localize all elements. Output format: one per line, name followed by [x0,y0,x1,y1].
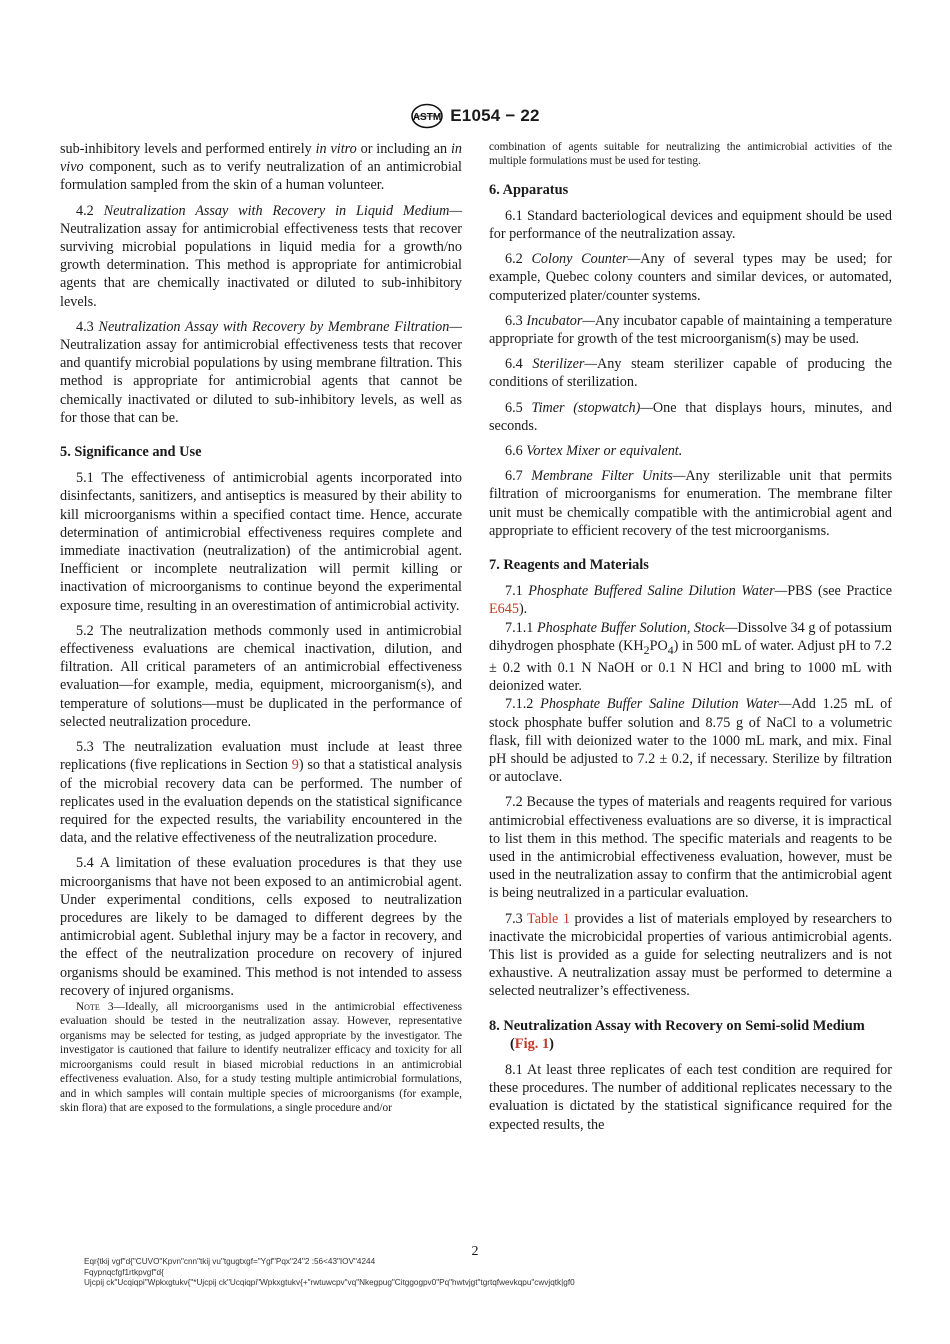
paragraph-7-2: 7.2 Because the types of materials and reagents required for various antimicrobial effectiveness evaluations are so diverse, it is impractical to list them in this method. The specific materials and reagents to be used in the antimicrobial effectiveness evaluation, however, must be used in the neutralization assay to confirm that the antimicrobial agent is being neutralized in a particular evaluation. [489,794,892,902]
paragraph-6-5: 6.5 Timer (stopwatch)—One that displays hours, minutes, and seconds. [489,399,893,434]
practice-e645-link[interactable]: E645 [489,601,519,618]
paragraph-6-3: 6.3 Incubator—Any incubator capable of maintaining a temperature appropriate for growth of the test microorganism(s) may be used. [489,312,893,348]
page-header [0,103,950,129]
note-3-continued: combination of agents suitable for neutralizing the antimicrobial activities of the multiple formulations must be used for testing. [489,141,892,168]
paragraph-6-7: 6.7 Membrane Filter Units—Any sterilizable unit that permits filtration of microorganisms for enumeration. The membrane filter unit must be chemically compatible with the antimicrobial agent and appropriate to efficient recovery of the test microorganisms. [489,468,893,539]
paragraph-4-2: 4.2 Neutralization Assay with Recovery in Liquid Medium—Neutralization assay for antimicrobial effectiveness tests that recover surviving microbial populations in liquid media for a growth/no growth determination. This method is appropriate for antimicrobial agents that are chemically inactivated or diluted to sub-inhibitory levels. [60,202,463,310]
section-6-heading: 6. Apparatus [489,181,569,198]
paragraph-5-2: 5.2 The neutralization methods commonly used in antimicrobial effectiveness evaluations are chemical inactivation, dilution, and filtration. All critical parameters of an antimicrobial effectiveness evaluation—for example, media, equipment, microorganism(s), and temperature of solutions—must be duplicated in the performance of selected neutralization procedure. [60,622,462,730]
paragraph-5-1: 5.1 The effectiveness of antimicrobial agents incorporated into disinfectants, sanitizers, and antiseptics is measured by their ability to kill microorganisms within a specified contact time. Hence, accurate determination of antimicrobial effectiveness requires complete and immediate inactivation (neutralization) of the antimicrobial agent. Inefficient or incomplete neutralization will permit killing or inactivation of microorganisms to continue beyond the experimental exposure time, resulting in an overestimation of antimicrobial activity. [60,470,462,614]
paragraph-4-1-continued: sub-inhibitory levels and performed entirely in vitro or including an in vivo component, such as to verify neutralization of an antimicrobial formulation sampled from the skin of a human volunteer. [60,141,462,194]
fig-1-link[interactable]: Fig. 1 [514,1035,550,1052]
paragraph-7-3: 7.3 Table 1 provides a list of materials employed by researchers to inactivate the microbicidal properties of various antimicrobial agents. This list is provided as a guide for selecting neutralizers and is not exhaustive. A neutralization assay must be performed to determine a selected neutralizer’s effectiveness. [489,910,892,1000]
paragraph-8-1: 8.1 At least three replicates of each test condition are required for these procedures. The number of additional replicates necessary to the evaluation is dictated by the statistical significance required for the expected results, the [489,1061,892,1133]
left-column [60,140,462,1116]
paragraph-6-4: 6.4 Sterilizer—Any steam sterilizer capable of producing the conditions of sterilization. [489,356,892,391]
paragraph-7-1: 7.1 Phosphate Buffered Saline Dilution Water—PBS (see Practice E645). [489,583,893,618]
paragraph-4-3: 4.3 Neutralization Assay with Recovery by Membrane Filtration—Neutralization assay for antimicrobial effectiveness tests that recover and quantify microbial populations by using membrane filtration. This method is appropriate for antimicrobial agents that cannot be chemically inactivated or diluted to sub-inhibitory levels, as well as for those that can be. [60,318,462,426]
page-number: 2 [471,1244,479,1259]
section-8-heading: 8. Neutralization Assay with Recovery on Semi-solid Medium (Fig. 1) [489,1017,865,1052]
paragraph-6-2: 6.2 Colony Counter—Any of several types may be used; for example, Quebec colony counters and similar devices, or automated, computerized plater/counter systems. [489,251,892,304]
paragraph-7-1-2: 7.1.2 Phosphate Buffer Saline Dilution Water—Add 1.25 mL of stock phosphate buffer solution and 8.75 g of NaCl to a volumetric flask, fill with deionized water to the 1000 mL mark, and mix. Final pH should be adjusted to 7.2 ± 0.2, if necessary. Sterilize by filtration or autoclave. [489,696,892,786]
svg-text:ASTM: ASTM [413,112,442,123]
paragraph-7-1-1: 7.1.1 Phosphate Buffer Solution, Stock—Dissolve 34 g of potassium dihydrogen phosphate $(KH_2PO_4)$ in 500 mL of water. Adjust pH to 7.2 ± 0.2 with 0.1 N NaOH or 0.1 N HCl and bring to 1000 mL with deionized water. [489,619,893,695]
paragraph-5-4: 5.4 A limitation of these evaluation procedures is that they use microorganisms that have not been exposed to an antimicrobial agent. Under experimental conditions, cells exposed to neutralization procedures are likely to be damaged to different degrees by the antimicrobial agent. Sublethal injury may be a factor in recovery, and the effect of the neutralization procedure on recovery of injured organisms should be examined. This method is not intended to assess recovery of injured organisms. [60,855,462,999]
note-3: Note 3—Ideally, all microorganisms used in the antimicrobial effectiveness evaluation should be tested in the neutralization assay. However, representative organisms may be selected for testing, as judged appropriate by the investigator. The investigator is cautioned that failure to identify neutralizer efficacy and toxicity for all microorganisms could result in biased microbial reductions in an antimicrobial effectiveness evaluation. Also, for a study testing multiple antimicrobial formulations, and in which samples will contain multiple species of microorganisms (for example, skin flora) that are exposed to the formulations, a single procedure and/or [60,1000,462,1115]
right-column [489,140,892,1141]
footer-line-1: Eqr{tkij vgf"d{"CUVO"Kpvn"cnn"tkij vu"tgugtxgf="Ygf"Pqx"24"2 :56<43"IOV"4244 [84,1257,376,1266]
paragraph-6-1: 6.1 Standard bacteriological devices and equipment should be used for performance of the neutralization assay. [489,207,892,242]
paragraph-6-6: 6.6 Vortex Mixer or equivalent. [505,443,683,460]
astm-logo-icon [410,103,444,129]
document-designation: E1054 − 22 [450,106,540,125]
paragraph-5-3: 5.3 The neutralization evaluation must include at least three replications (five replications in Section 9) so that a statistical analysis of the microbial recovery data can be performed. The number of replicates used in the evaluation depends on the statistical significance required for the expected results, the variability encountered in the data, and the relative effectiveness of the neutralization procedure. [60,739,463,847]
footer-line-3: Ujcpij ck"Ucqiqpi"Wpkxgtukv{"*Ujcpij ck"Ucqiqpi"Wpkxgtukv{+"rwtuwcpv"vq"Nkegpug"Citggogpv0"Pq"hwtvjgt"tgrtqfwevkqpu"cwvjqtk|gf0 [84,1278,575,1287]
license-footer [84,1257,575,1289]
section-5-heading: 5. Significance and Use [60,444,202,461]
section-9-link[interactable]: 9 [291,757,299,774]
table-1-link[interactable]: Table 1 [527,910,570,927]
footer-line-2: Fqypnqcfgf1rtkpvgf"d{ [84,1267,164,1277]
section-7-heading: 7. Reagents and Materials [489,557,649,574]
